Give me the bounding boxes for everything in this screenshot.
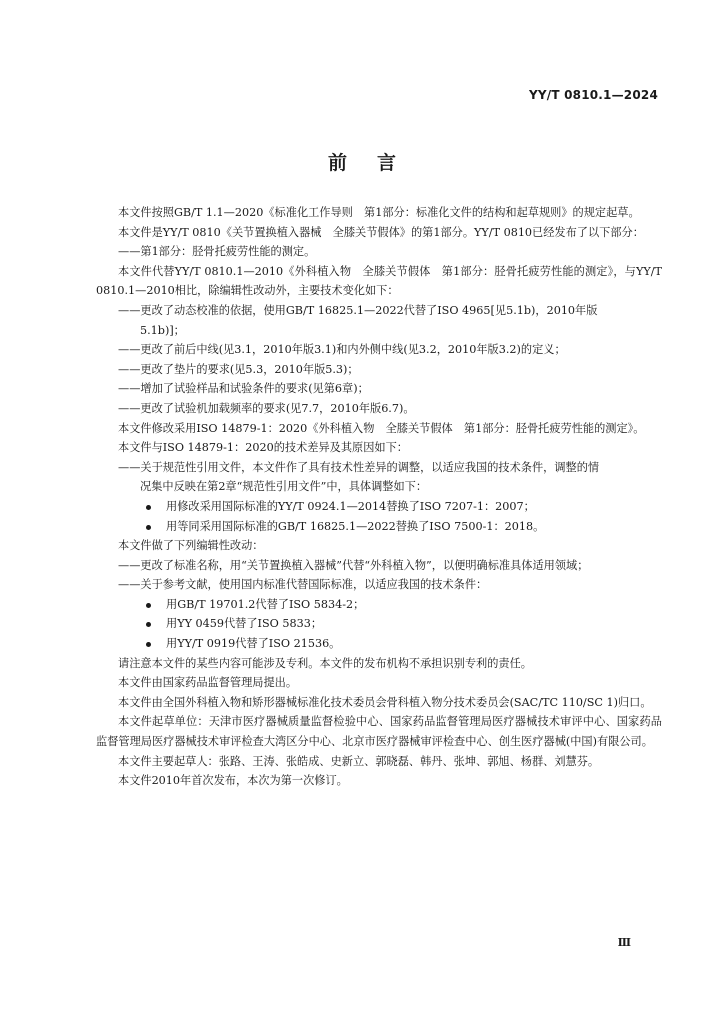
list-item-text: ——关于规范性引用文件，本文件作了具有技术性差异的调整，以适应我国的技术条件，调整的情	[118, 460, 600, 474]
list-item: ——增加了试验样品和试验条件的要求(见第6章)；	[118, 382, 369, 396]
bullet-text: 用YY 0459代替了ISO 5833；	[166, 617, 323, 631]
paragraph: 本文件修改采用ISO 14879-1：2020《外科植入物 全膝关节假体 第1部分：胫骨托疲劳性能的测定》。	[118, 421, 645, 435]
list-item: ——更改了垫片的要求(见5.3，2010年版5.3)；	[118, 362, 359, 376]
paragraph: 请注意本文件的某些内容可能涉及专利。本文件的发布机构不承担识别专利的责任。	[118, 656, 532, 670]
page-title: 前言	[327, 152, 426, 174]
bullet-item	[96, 595, 662, 615]
list-item-text: ——更改了动态校准的依据，使用GB/T 16825.1—2022代替了ISO 4965[见5.1b)，2010年版	[118, 303, 598, 317]
foreword-body	[96, 203, 662, 791]
bullet-text: 用修改采用国际标准的YY/T 0924.1—2014替换了ISO 7207-1：2007；	[166, 499, 535, 513]
paragraph: 本文件代替YY/T 0810.1—2010《外科植入物 全膝关节假体 第1部分：胫骨托疲劳性能的测定》，与YY/T 0810.1—2010相比，除编辑性改动外，主要技术变化如下：	[96, 264, 662, 298]
page-number: Ⅲ	[617, 936, 632, 949]
list-item: ——关于参考文献，使用国内标准代替国际标准，以适应我国的技术条件：	[118, 578, 488, 592]
list-item	[96, 301, 662, 340]
paragraph: 本文件由全国外科植入物和矫形器械标准化技术委员会骨科植入物分技术委员会(SAC/TC 110/SC 1)归口。	[118, 695, 652, 709]
bullet-dot-icon	[146, 603, 151, 608]
bullet-text: 用等同采用国际标准的GB/T 16825.1—2022替换了ISO 7500-1：2018。	[166, 519, 545, 533]
bullet-item	[96, 517, 662, 537]
list-item: ——第1部分：胫骨托疲劳性能的测定。	[118, 245, 316, 259]
paragraph: 本文件是YY/T 0810《关节置换植入器械 全膝关节假体》的第1部分。YY/T 0810已经发布了以下部分：	[118, 225, 644, 239]
list-item-continuation: 5.1b)]；	[140, 323, 185, 337]
paragraph: 本文件做了下列编辑性改动：	[118, 539, 264, 553]
paragraph: 本文件由国家药品监督管理局提出。	[118, 676, 298, 690]
bullet-item	[96, 497, 662, 517]
list-item	[96, 458, 662, 497]
list-item: ——更改了标准名称，用“关节置换植入器械”代替“外科植入物”，以便明确标准具体适用领域；	[118, 558, 589, 572]
paragraph: 本文件2010年首次发布，本次为第一次修订。	[118, 774, 348, 788]
standard-code: YY/T 0810.1—2024	[528, 88, 658, 102]
list-item: ——更改了试验机加载频率的要求(见7.7，2010年版6.7)。	[118, 401, 415, 415]
bullet-item	[96, 614, 662, 634]
paragraph: 本文件与ISO 14879-1：2020的技术差异及其原因如下：	[118, 441, 408, 455]
bullet-dot-icon	[146, 525, 151, 530]
bullet-text: 用GB/T 19701.2代替了ISO 5834-2；	[166, 597, 365, 611]
list-item: ——更改了前后中线(见3.1，2010年版3.1)和内外侧中线(见3.2，2010年版3.2)的定义；	[118, 343, 566, 357]
bullet-text: 用YY/T 0919代替了ISO 21536。	[166, 637, 341, 651]
bullet-dot-icon	[146, 505, 151, 510]
list-item-continuation: 况集中反映在第2章“规范性引用文件”中，具体调整如下：	[140, 480, 428, 494]
paragraph: 本文件起草单位：天津市医疗器械质量监督检验中心、国家药品监督管理局医疗器械技术审评中心、国家药品监督管理局医疗器械技术审评检查大湾区分中心、北京市医疗器械审评检查中心、创生医疗器械(中国)有限公司。	[96, 715, 662, 749]
bullet-item	[96, 634, 662, 654]
paragraph: 本文件按照GB/T 1.1—2020《标准化工作导则 第1部分：标准化文件的结构和起草规则》的规定起草。	[118, 206, 640, 219]
paragraph: 本文件主要起草人：张路、王涛、张皓成、史新立、郭晓磊、韩丹、张坤、郭旭、杨群、刘慧芬。	[118, 754, 600, 768]
